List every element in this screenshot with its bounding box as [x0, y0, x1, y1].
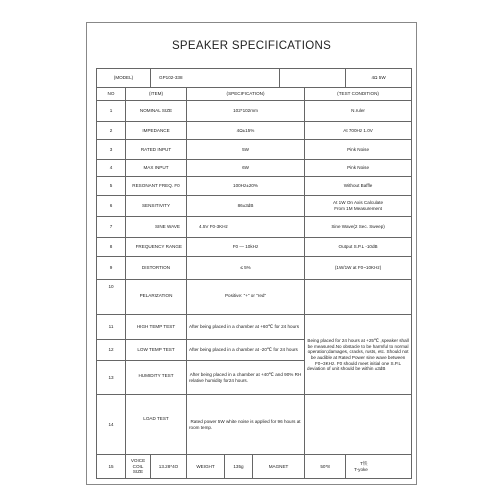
table-row: [97, 395, 412, 455]
table-row: [97, 160, 412, 177]
table-row: [97, 315, 412, 340]
table-row: [97, 280, 412, 315]
row-no: 2: [97, 122, 126, 140]
row-condition: N.ruler: [305, 101, 412, 122]
row-spec: Positive: "+" or "red": [187, 280, 305, 315]
row-condition: Output S.P.L -10dB: [305, 238, 412, 257]
model-row: [97, 69, 412, 88]
row-no: 6: [97, 196, 126, 217]
weight-label: WEIGHT: [187, 455, 225, 479]
row-spec: Rated power 5W white noise is applied for 96 hours at room temp.: [187, 395, 305, 455]
spec-table: [96, 68, 412, 479]
row-no: 11: [97, 315, 126, 340]
row-item: IMPEDANCE: [126, 122, 187, 140]
weight-value: 135g: [225, 455, 253, 479]
model-blank: [280, 69, 346, 88]
row-spec: After being placed in a chamber at +40℃ and 90% RH relative humidity for24 hours.: [187, 361, 305, 395]
row-spec: 86±3dB: [187, 196, 305, 217]
table-row: [97, 257, 412, 280]
row-no: 7: [97, 217, 126, 238]
row-spec: 5W: [187, 140, 305, 160]
row-item: LOW TEMP TEST: [126, 340, 187, 361]
row-spec: ≤ 5%: [187, 257, 305, 280]
table-row: [97, 122, 412, 140]
table-row: [97, 101, 412, 122]
yoke-line: T铁: [360, 460, 368, 466]
row-item: FREQUENCY RANGE: [126, 238, 187, 257]
voice-coil-label: VOICE COIL SIZE: [126, 455, 151, 479]
model-label: (MODEL): [97, 69, 151, 88]
row-item: MAX INPUT: [126, 160, 187, 177]
condition-line: At 1W On Axis Calculate: [333, 200, 384, 206]
model-rating: 4Ω 5W: [346, 69, 412, 88]
magnet-value: 50*8: [305, 455, 346, 479]
row-condition: Without Baffle: [305, 177, 412, 196]
row-spec: 102*102mm: [187, 101, 305, 122]
row-no: 3: [97, 140, 126, 160]
document-title: SPEAKER SPECIFICATIONS: [171, 40, 332, 52]
row-no: 8: [97, 238, 126, 257]
condition-line: From 1M Measurement: [334, 206, 382, 211]
voice-coil-value: 13.28*4O: [151, 455, 187, 479]
row-spec: After being placed in a chamber at +60℃ for 24 hours: [187, 315, 305, 340]
row-spec: After being placed in a chamber at -20℃ for 24 hours: [187, 340, 305, 361]
model-value: GP102-338: [151, 69, 280, 88]
header-spec: (SPECIFICATION): [187, 88, 305, 101]
row-item: RESONANT FREQ. F0: [126, 177, 187, 196]
yoke-type: [346, 455, 412, 479]
row-no: 14: [97, 395, 126, 455]
table-row: [97, 196, 412, 217]
row-spec: 4.5V F0-3KHz: [187, 217, 305, 238]
row-item: SINE WAVE: [126, 217, 187, 238]
row-no: 9: [97, 257, 126, 280]
table-row: [97, 140, 412, 160]
row-condition: [305, 196, 412, 217]
magnet-label: MAGNET: [253, 455, 305, 479]
row-condition: (1W/1W at F0~10KHz): [305, 257, 412, 280]
row-no: 10: [97, 280, 126, 315]
row-item: LOAD TEST: [126, 395, 187, 455]
row-condition: Pink Noise: [305, 140, 412, 160]
row-condition: At 700Hz 1.0V: [305, 122, 412, 140]
row-item: PELARIZATION: [126, 280, 187, 315]
row-condition: Sine Wave(2 Sec. Sweep): [305, 217, 412, 238]
spec-sheet: [86, 22, 417, 485]
row-no: 1: [97, 101, 126, 122]
row-no: 5: [97, 177, 126, 196]
row-spec: 100Hz±20%: [187, 177, 305, 196]
yoke-line: T-yoke: [354, 466, 368, 472]
header-row: [97, 88, 412, 101]
row-no: 15: [97, 455, 126, 479]
row-condition: [305, 395, 412, 455]
table-row: [97, 455, 412, 479]
header-no: NO: [97, 88, 126, 101]
row-item: SENSITIVITY: [126, 196, 187, 217]
row-spec: F0 — 10kHz: [187, 238, 305, 257]
header-item: (ITEM): [126, 88, 187, 101]
row-condition: [305, 280, 412, 315]
row-no: 13: [97, 361, 126, 395]
row-spec: 4Ω±15%: [187, 122, 305, 140]
table-row: [97, 177, 412, 196]
environmental-condition: Being placed for 24 hours at +25℃ ,speaker shall be measured.No obstacle to be harmful to normal operation;damages, cracks, rusts, etc. Should not be audible at Rated Power sine wave between F0~3KHz. F0 should meet initial one S.P.L deviation of unit should be within ±3dB: [305, 315, 412, 395]
header-condition: (TEST CONDITION): [305, 88, 412, 101]
row-no: 4: [97, 160, 126, 177]
row-item: HIGH TEMP TEST: [126, 315, 187, 340]
row-item: DISTORTION: [126, 257, 187, 280]
table-row: [97, 217, 412, 238]
row-spec: 6W: [187, 160, 305, 177]
row-item: HUMIDITY TEST: [126, 361, 187, 395]
row-item: RATED INPUT: [126, 140, 187, 160]
row-condition: Pink Noise: [305, 160, 412, 177]
table-row: [97, 238, 412, 257]
row-no: 12: [97, 340, 126, 361]
row-item: NOMINAL SIZE: [126, 101, 187, 122]
